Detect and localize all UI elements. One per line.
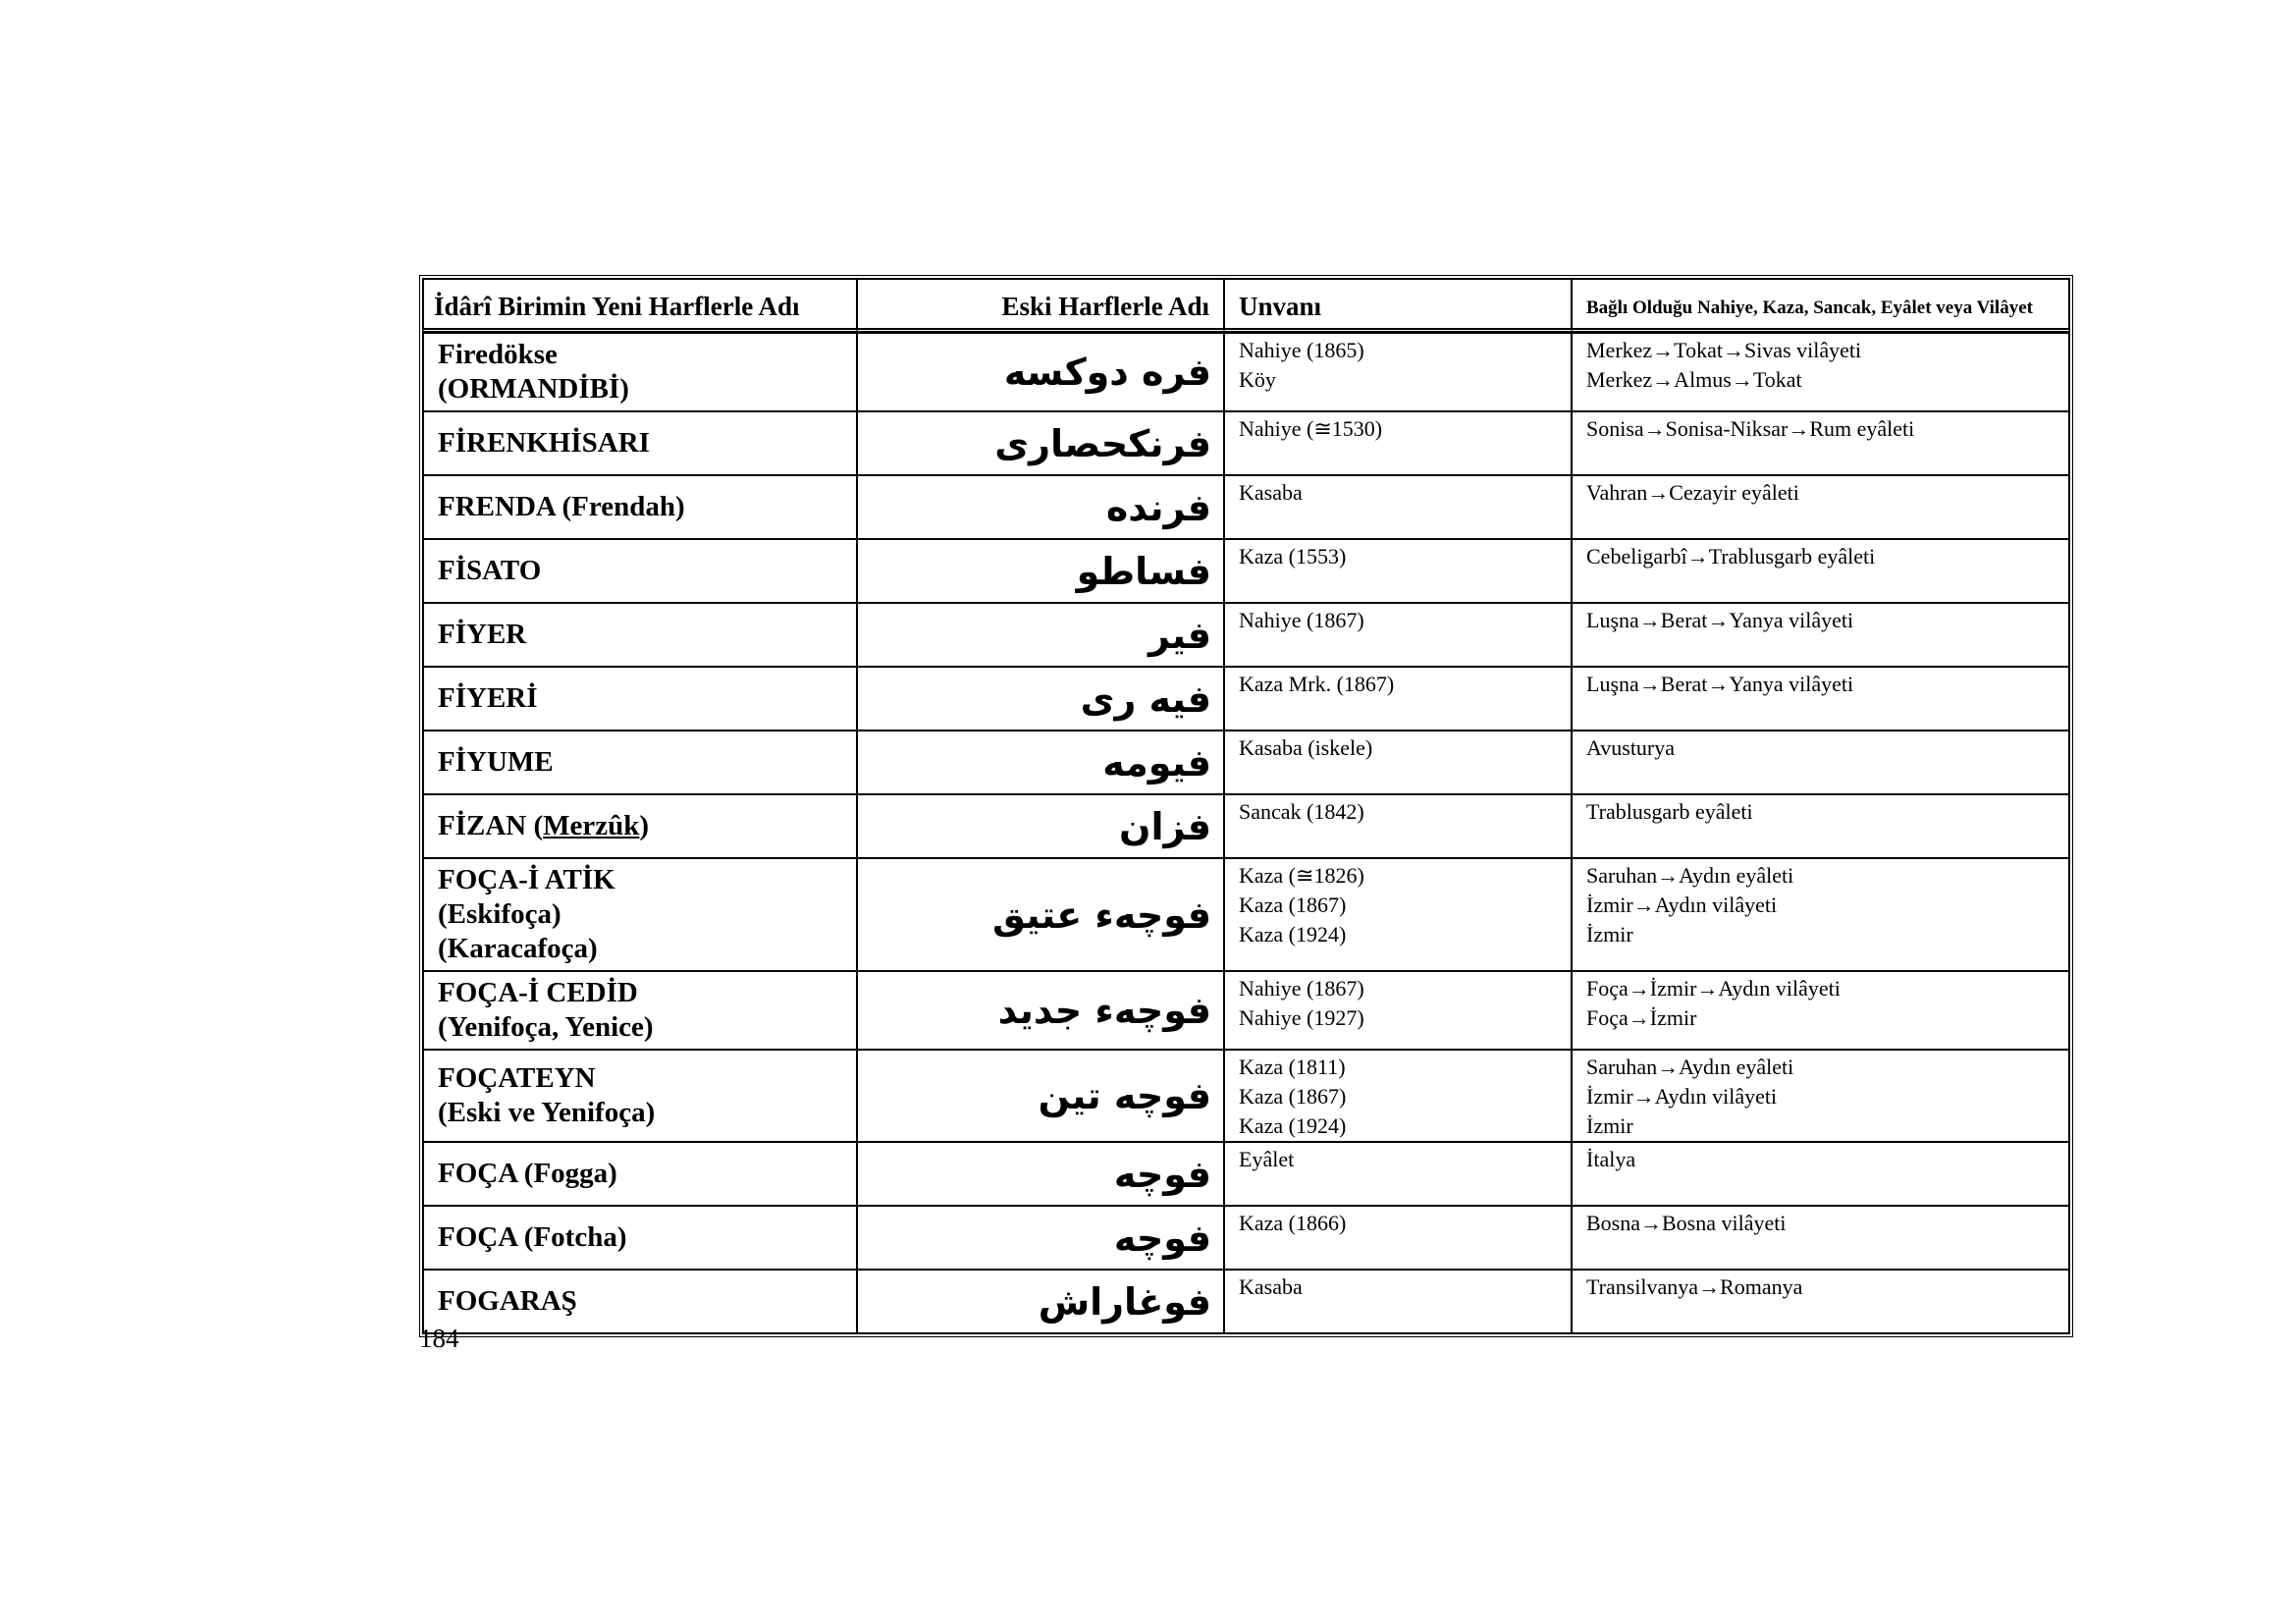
table-row: [423, 475, 2069, 539]
cell-new-name: FİYERİ: [423, 667, 857, 731]
table-row: [423, 333, 2069, 411]
affiliation-line: İzmir→Aydın vilâyeti: [1586, 893, 1778, 917]
name-line: (Eskifoça): [438, 898, 561, 930]
cell-new-name: FİYER: [423, 603, 857, 667]
table-row: [423, 1050, 2069, 1142]
header-affiliation: Bağlı Olduğu Nahiye, Kaza, Sancak, Eyâlet veya Vilâyet: [1572, 279, 2069, 333]
table-row: [423, 858, 2069, 971]
cell-new-name: FİSATO: [423, 539, 857, 603]
table-row: [423, 1142, 2069, 1206]
cell-new-name: FOÇA (Fotcha): [423, 1206, 857, 1270]
cell-old-name: فيومه: [857, 731, 1224, 794]
cell-affiliation: Luşna→Berat→Yanya vilâyeti: [1572, 667, 2069, 731]
cell-title: Nahiye (1867): [1224, 603, 1572, 667]
title-line: Nahiye (1927): [1239, 1005, 1364, 1030]
title-line: Köy: [1239, 367, 1276, 392]
table-row: [423, 1270, 2069, 1333]
affiliation-line: İzmir: [1586, 922, 1633, 947]
affiliation-line: Foça→İzmir: [1586, 1005, 1697, 1030]
table-row: [423, 731, 2069, 794]
title-line: Kaza (≅1826): [1239, 863, 1364, 888]
affiliation-line: Merkez→Almus→Tokat: [1586, 367, 1802, 392]
cell-new-name: [423, 858, 857, 971]
name-line: (Eski ve Yenifoça): [438, 1097, 656, 1128]
cell-title: [1224, 1050, 1572, 1142]
table-row: [423, 411, 2069, 475]
cell-affiliation: [1572, 858, 2069, 971]
cell-affiliation: Cebeligarbî→Trablusgarb eyâleti: [1572, 539, 2069, 603]
cell-title: [1224, 971, 1572, 1050]
cell-old-name: فوچهء عتيق: [857, 858, 1224, 971]
title-line: Kaza (1811): [1239, 1055, 1346, 1079]
title-line: Nahiye (1865): [1239, 338, 1364, 362]
table-row: [423, 971, 2069, 1050]
header-old-name: Eski Harflerle Adı: [857, 279, 1224, 333]
cell-affiliation: Transilvanya→Romanya: [1572, 1270, 2069, 1333]
cell-affiliation: [1572, 1050, 2069, 1142]
table-row: [423, 1206, 2069, 1270]
title-line: Nahiye (1867): [1239, 976, 1364, 1001]
cell-old-name: فساطو: [857, 539, 1224, 603]
table-row: [423, 667, 2069, 731]
name-line: (Yenifoça, Yenice): [438, 1011, 654, 1043]
table-row: [423, 603, 2069, 667]
affiliation-line: Saruhan→Aydın eyâleti: [1586, 863, 1794, 888]
cell-affiliation: Trablusgarb eyâleti: [1572, 794, 2069, 858]
cell-title: Kasaba: [1224, 475, 1572, 539]
title-line: Kaza (1867): [1239, 1084, 1347, 1109]
cell-title: Nahiye (≅1530): [1224, 411, 1572, 475]
cell-new-name: [423, 333, 857, 411]
cell-affiliation: [1572, 971, 2069, 1050]
cell-old-name: فرنكحصارى: [857, 411, 1224, 475]
name-line: (Karacafoça): [438, 933, 598, 964]
affiliation-line: İzmir→Aydın vilâyeti: [1586, 1084, 1778, 1109]
cell-new-name: [423, 971, 857, 1050]
name-line: FOÇA-İ CEDİD: [438, 977, 638, 1008]
header-new-name: İdârî Birimin Yeni Harflerle Adı: [423, 279, 857, 333]
cell-old-name: فوچه: [857, 1206, 1224, 1270]
name-prefix: FİZAN (: [438, 810, 544, 841]
cell-affiliation: Bosna→Bosna vilâyeti: [1572, 1206, 2069, 1270]
page-number: 184: [419, 1324, 459, 1353]
cell-new-name: FİYUME: [423, 731, 857, 794]
cell-title: Kaza Mrk. (1867): [1224, 667, 1572, 731]
cell-old-name: فوغاراش: [857, 1270, 1224, 1333]
cell-title: [1224, 333, 1572, 411]
cell-affiliation: Sonisa→Sonisa-Niksar→Rum eyâleti: [1572, 411, 2069, 475]
title-line: Kaza (1924): [1239, 922, 1347, 947]
name-line: Firedökse: [438, 339, 558, 370]
table-row: [423, 794, 2069, 858]
cell-old-name: فوچهء جديد: [857, 971, 1224, 1050]
cell-title: Kaza (1553): [1224, 539, 1572, 603]
header-title: Unvanı: [1224, 279, 1572, 333]
affiliation-line: İzmir: [1586, 1113, 1633, 1138]
table-header-row: [423, 279, 2069, 333]
name-line: FOÇA-İ ATİK: [438, 864, 615, 895]
cell-old-name: فره دوكسه: [857, 333, 1224, 411]
cell-title: Kasaba: [1224, 1270, 1572, 1333]
title-line: Kaza (1867): [1239, 893, 1347, 917]
affiliation-line: Saruhan→Aydın eyâleti: [1586, 1055, 1794, 1079]
name-underlined: Merzûk: [543, 810, 640, 841]
affiliation-line: Merkez→Tokat→Sivas vilâyeti: [1586, 338, 1862, 362]
name-suffix: ): [639, 810, 650, 841]
cell-new-name: FOGARAŞ: [423, 1270, 857, 1333]
cell-old-name: فيه رى: [857, 667, 1224, 731]
cell-affiliation: Vahran→Cezayir eyâleti: [1572, 475, 2069, 539]
cell-affiliation: [1572, 333, 2069, 411]
name-line: (ORMANDİBİ): [438, 373, 629, 405]
cell-old-name: فير: [857, 603, 1224, 667]
table-row: [423, 539, 2069, 603]
cell-new-name: [423, 794, 857, 858]
admin-units-table: [419, 275, 2073, 1337]
name-line: FOÇATEYN: [438, 1062, 596, 1094]
cell-old-name: فوچه تين: [857, 1050, 1224, 1142]
cell-affiliation: Avusturya: [1572, 731, 2069, 794]
cell-title: Kasaba (iskele): [1224, 731, 1572, 794]
cell-title: [1224, 858, 1572, 971]
cell-affiliation: İtalya: [1572, 1142, 2069, 1206]
cell-old-name: فوچه: [857, 1142, 1224, 1206]
cell-affiliation: Luşna→Berat→Yanya vilâyeti: [1572, 603, 2069, 667]
cell-title: Kaza (1866): [1224, 1206, 1572, 1270]
cell-new-name: FOÇA (Fogga): [423, 1142, 857, 1206]
affiliation-line: Foça→İzmir→Aydın vilâyeti: [1586, 976, 1841, 1001]
cell-new-name: FRENDA (Frendah): [423, 475, 857, 539]
cell-old-name: فرنده: [857, 475, 1224, 539]
title-line: Kaza (1924): [1239, 1113, 1347, 1138]
cell-title: Eyâlet: [1224, 1142, 1572, 1206]
cell-new-name: FİRENKHİSARI: [423, 411, 857, 475]
cell-title: Sancak (1842): [1224, 794, 1572, 858]
cell-old-name: فزان: [857, 794, 1224, 858]
cell-new-name: [423, 1050, 857, 1142]
